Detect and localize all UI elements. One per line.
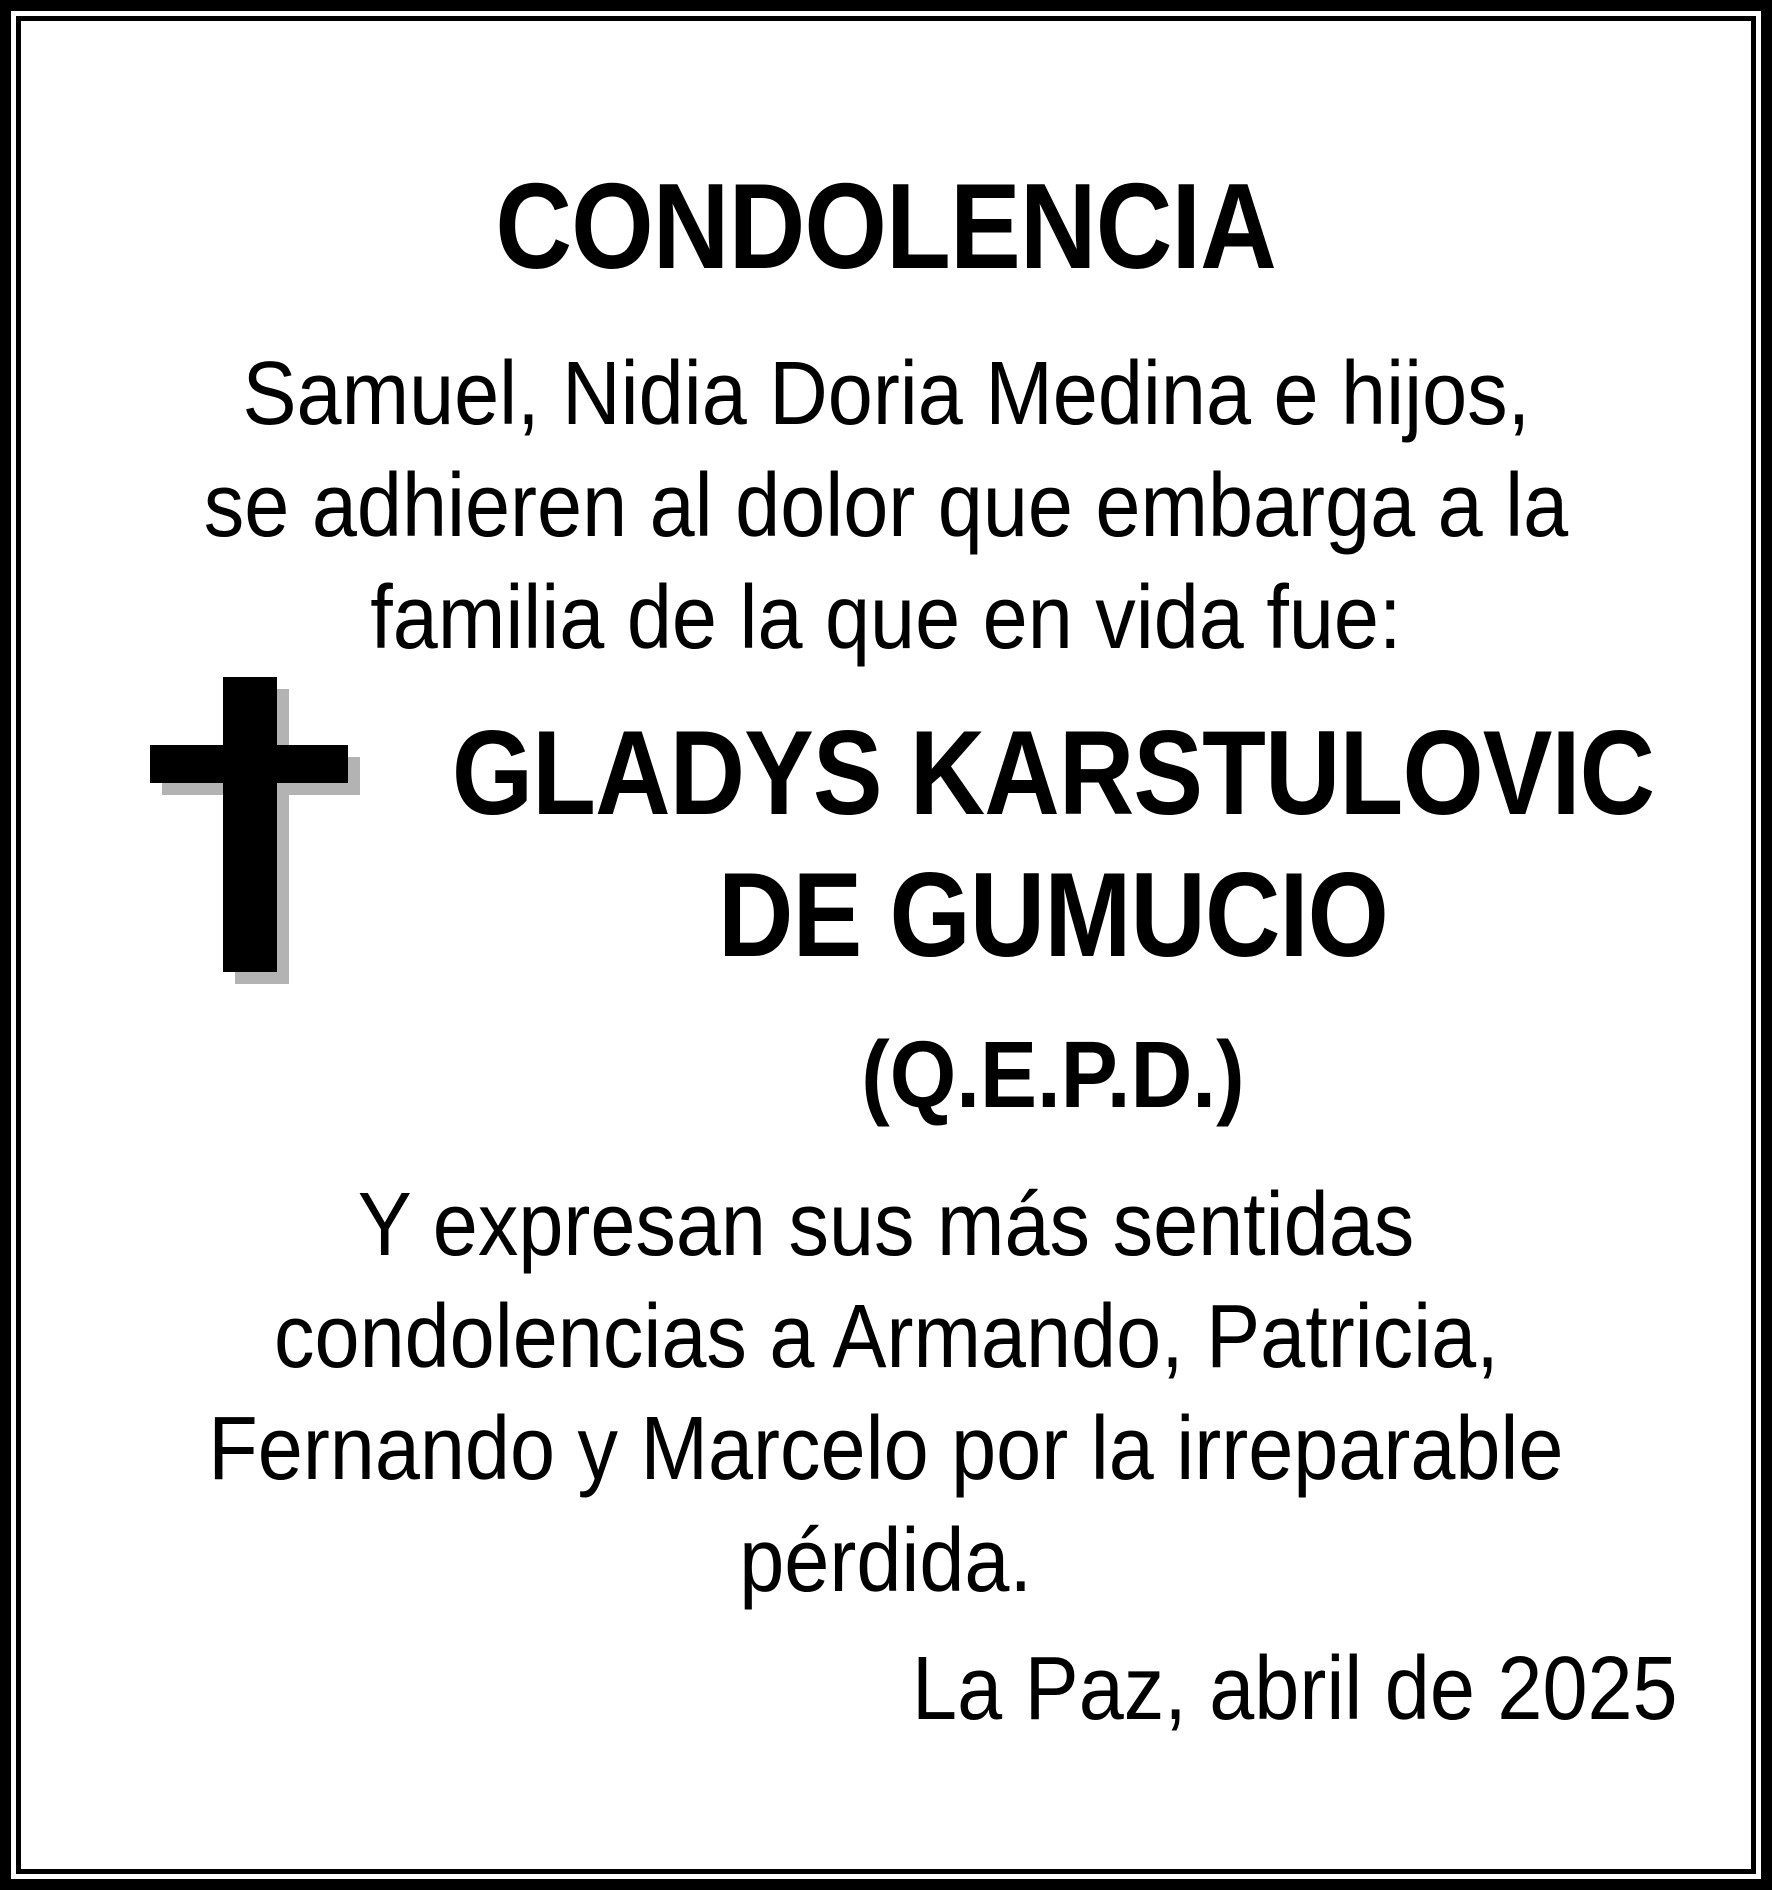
intro-paragraph xyxy=(26,338,1746,674)
intro-line xyxy=(26,562,1746,674)
deceased-name-line-1-text: GLADYS KARSTULOVIC xyxy=(451,706,1655,840)
notice-content xyxy=(26,26,1746,1864)
intro-line xyxy=(26,338,1746,450)
message-line-2-text: condolencias a Armando, Patricia, xyxy=(273,1287,1499,1387)
intro-line xyxy=(26,450,1746,562)
message-line-3-text: Fernando y Marcelo por la irreparable xyxy=(208,1399,1564,1499)
deceased-name-line-2-text: DE GUMUCIO xyxy=(718,848,1388,982)
message-line xyxy=(26,1169,1746,1281)
deceased-name-line xyxy=(360,844,1746,986)
dateline-text: La Paz, abril de 2025 xyxy=(912,1639,1678,1739)
message-line xyxy=(26,1393,1746,1505)
message-line-4-text: pérdida. xyxy=(739,1511,1033,1611)
intro-line-3-text: familia de la que en vida fue: xyxy=(370,568,1402,668)
rip-abbreviation-text: (Q.E.P.D.) xyxy=(861,1022,1245,1128)
message-line-1-text: Y expresan sus más sentidas xyxy=(357,1175,1415,1275)
cross-shape xyxy=(150,677,348,972)
rip-abbreviation xyxy=(360,1018,1746,1132)
intro-line-1-text: Samuel, Nidia Doria Medina e hijos, xyxy=(242,344,1530,444)
deceased-name-block xyxy=(360,674,1746,1132)
intro-line-2-text: se adhieren al dolor que embarga a la xyxy=(203,456,1569,556)
christian-cross-icon xyxy=(150,677,360,984)
page-title-text: CONDOLENCIA xyxy=(495,158,1277,294)
message-line xyxy=(26,1281,1746,1393)
deceased-section xyxy=(26,674,1746,1132)
deceased-name-line xyxy=(360,702,1746,844)
page-title xyxy=(26,158,1746,294)
condolence-paragraph xyxy=(26,1169,1746,1617)
message-line xyxy=(26,1505,1746,1617)
dateline xyxy=(26,1633,1746,1745)
